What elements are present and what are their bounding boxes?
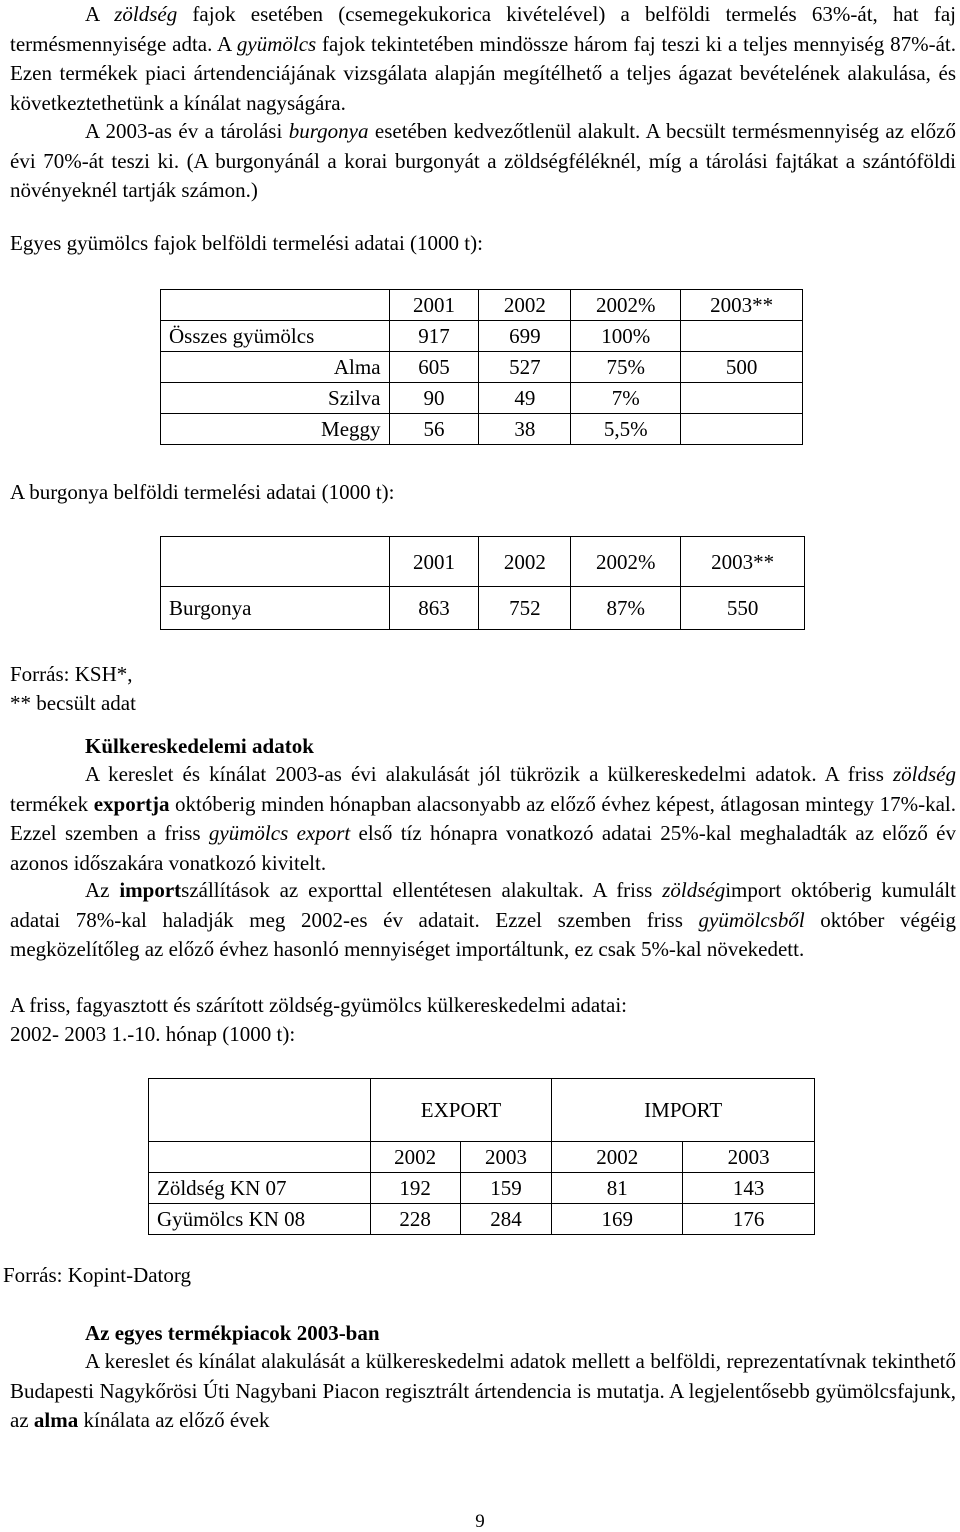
row-label-cell: Szilva <box>161 383 390 414</box>
row-label-cell: Gyümölcs KN 08 <box>149 1204 371 1235</box>
table-header-cell: 2003 <box>683 1142 815 1173</box>
text-run: A 2003-as év a tárolási <box>85 119 289 143</box>
table-cell: 228 <box>370 1204 460 1235</box>
table-cell: 87% <box>571 587 681 630</box>
table-row <box>161 414 803 445</box>
paragraph-vegetable-fruit <box>10 0 956 118</box>
text-run: import októberig kumulált adatai 78%-kal haladják meg 2002-es év adatait. Ezzel szemben friss <box>10 878 956 932</box>
table-header-cell: 2001 <box>389 537 479 587</box>
italic-term: zöldség <box>114 2 178 26</box>
italic-term: zöldség <box>893 762 956 786</box>
trade-table-period: 2002- 2003 1.-10. hónap (1000 t): <box>10 1022 296 1046</box>
fruit-production-table <box>160 289 803 445</box>
table-cell: 605 <box>389 352 479 383</box>
table-header-row <box>161 537 805 587</box>
table-cell: 699 <box>479 321 571 352</box>
row-label-cell: Meggy <box>161 414 390 445</box>
section-title-foreign-trade: Külkereskedelemi adatok <box>85 734 314 758</box>
table-cell <box>681 414 803 445</box>
table-row <box>149 1173 815 1204</box>
table-header-cell: 2002 <box>370 1142 460 1173</box>
import-group-header: IMPORT <box>552 1079 815 1142</box>
text-run: Az <box>85 878 120 902</box>
text-run: október végéig megközelítőleg az előző évhez hasonló mennyiséget importáltunk, ez csak 5%-kal növekedett. <box>10 907 957 961</box>
paragraph-export <box>10 760 956 878</box>
potato-table-heading: A burgonya belföldi termelési adatai (1000 t): <box>10 480 395 504</box>
table-header-cell: 2003** <box>681 290 803 321</box>
table-cell <box>681 321 803 352</box>
table-header-cell: 2003 <box>460 1142 552 1173</box>
source-estimate-note: ** becsült adat <box>10 691 136 715</box>
paragraph-markets <box>10 1347 956 1436</box>
bold-term: import <box>119 878 182 902</box>
table-cell: 500 <box>681 352 803 383</box>
bold-term: exportja <box>93 791 170 816</box>
italic-term: zöldség <box>662 878 726 902</box>
table-cell: 159 <box>460 1173 552 1204</box>
table-cell: 7% <box>571 383 681 414</box>
row-label-cell: Zöldség KN 07 <box>149 1173 371 1204</box>
table-cell: 527 <box>479 352 571 383</box>
text-run: A <box>85 2 115 26</box>
fruit-table-heading: Egyes gyümölcs fajok belföldi termelési adatai (1000 t): <box>10 231 483 255</box>
section-title-product-markets: Az egyes termékpiacok 2003-ban <box>85 1321 380 1345</box>
table-cell: 5,5% <box>571 414 681 445</box>
bold-term: alma <box>33 1408 79 1432</box>
italic-term: gyümölcs export <box>208 821 351 845</box>
table-header-cell: 2001 <box>389 290 479 321</box>
source-kopint-datorg: Forrás: Kopint-Datorg <box>3 1263 192 1287</box>
table-header-cell: 2002 <box>552 1142 683 1173</box>
text-run: szállítások az exporttal ellentétesen alakultak. A friss <box>181 878 663 902</box>
text-run: kínálata az előző évek <box>78 1408 270 1432</box>
table-header-cell: 2002 <box>479 537 571 587</box>
table-cell: 75% <box>571 352 681 383</box>
italic-term: burgonya <box>288 119 369 143</box>
table-header-row <box>149 1142 815 1173</box>
table-header-cell <box>149 1079 371 1142</box>
row-label-cell: Összes gyümölcs <box>161 321 390 352</box>
table-header-cell <box>149 1142 371 1173</box>
table-header-cell: 2002 <box>479 290 571 321</box>
table-group-header-row <box>149 1079 815 1142</box>
table-cell: 81 <box>552 1173 683 1204</box>
table-cell: 752 <box>479 587 571 630</box>
table-cell: 917 <box>389 321 479 352</box>
table-cell: 56 <box>389 414 479 445</box>
text-run: októberig minden hónapban alacsonyabb az előző évhez képest, átlagosan mintegy 17%-kal. Ezzel szemben a friss <box>10 791 957 845</box>
table-header-cell: 2002% <box>571 290 681 321</box>
table-header-cell <box>161 290 390 321</box>
source-ksh: Forrás: KSH*, <box>10 662 133 686</box>
table-cell <box>681 383 803 414</box>
table-cell: 176 <box>683 1204 815 1235</box>
row-label-cell: Alma <box>161 352 390 383</box>
table-cell: 550 <box>681 587 805 630</box>
table-header-row <box>161 290 803 321</box>
table-row <box>161 352 803 383</box>
table-header-cell: 2003** <box>681 537 805 587</box>
text-run: esetében kedvezőtlenül alakult. A becsült termésmennyiség az előző évi 70%-át teszi ki. (A burgonyánál a korai burgonyát a zöldségféléknél, míg a tárolási fajtákat a szántóföldi növényeknél tartják számon.) <box>10 119 956 202</box>
table-cell: 90 <box>389 383 479 414</box>
table-cell: 38 <box>479 414 571 445</box>
potato-production-table <box>160 536 805 630</box>
text-run: A kereslet és kínálat alakulását a külkereskedelmi adatok mellett a belföldi, reprezentatívnak tekinthető Budapesti Nagykőrösi Úti Nagybani Piacon regisztrált ártendencia is mutatja. A legjelentősebb gyümölcsfajunk, az <box>10 1349 956 1432</box>
table-cell: 100% <box>571 321 681 352</box>
text-run: első tíz hónapra vonatkozó adatai 25%-kal meghaladták az előző év azonos időszakára vonatkozó kivitelt. <box>10 821 956 875</box>
italic-term: gyümölcs <box>236 31 317 56</box>
text-run: fajok tekintetében mindössze három faj teszi ki a teljes mennyiség 87%-át. Ezen termékek piaci ártendenciájának vizsgálata alapján megítélhető a teljes ágazat bevételének alakulása, és következtethetünk a kínálat nagyságára. <box>10 31 956 115</box>
text-run: termékek <box>10 791 94 816</box>
export-group-header: EXPORT <box>370 1079 552 1142</box>
table-cell: 192 <box>370 1173 460 1204</box>
table-cell: 49 <box>479 383 571 414</box>
foreign-trade-table <box>148 1078 815 1235</box>
table-cell: 863 <box>389 587 479 630</box>
paragraph-potato <box>10 117 956 206</box>
table-cell: 284 <box>460 1204 552 1235</box>
row-label-cell: Burgonya <box>161 587 390 630</box>
text-run: fajok esetében (csemegekukorica kivételével) a belföldi termelés 63%-át, hat faj termésmennyisége adta. A <box>10 2 956 56</box>
table-row <box>161 383 803 414</box>
table-row <box>161 587 805 630</box>
table-header-cell: 2002% <box>571 537 681 587</box>
table-header-cell <box>161 537 390 587</box>
italic-term: gyümölcsből <box>698 907 805 932</box>
table-cell: 169 <box>552 1204 683 1235</box>
table-row <box>149 1204 815 1235</box>
trade-table-heading: A friss, fagyasztott és szárított zöldség-gyümölcs külkereskedelmi adatai: <box>10 993 627 1017</box>
table-cell: 143 <box>683 1173 815 1204</box>
text-run: A kereslet és kínálat 2003-as évi alakulását jól tükrözik a külkereskedelmi adatok. A friss <box>85 762 893 786</box>
paragraph-import <box>10 876 956 965</box>
page-number: 9 <box>475 1511 485 1532</box>
table-row <box>161 321 803 352</box>
